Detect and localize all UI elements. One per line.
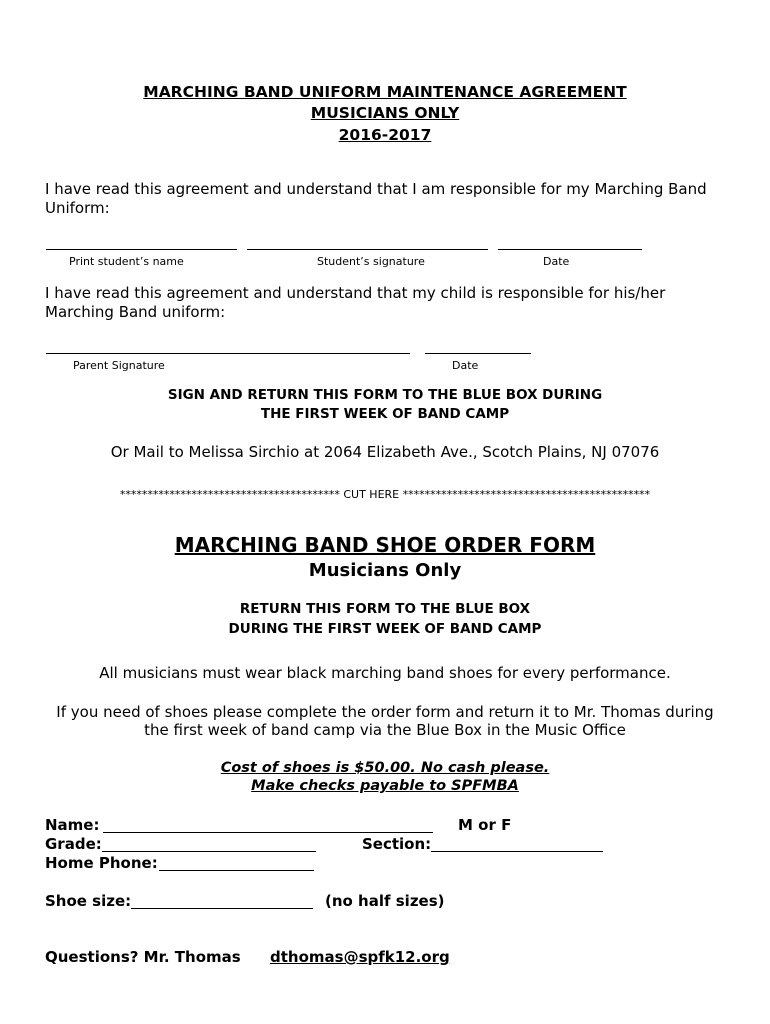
- home-phone-label: Home Phone:: [45, 854, 158, 872]
- contact-email-link[interactable]: dthomas@spfk12.org: [270, 948, 450, 966]
- mail-address-line: Or Mail to Melissa Sirchio at 2064 Elizabeth Ave., Scotch Plains, NJ 07076: [110, 443, 660, 461]
- parent-date-label: Date: [452, 359, 479, 372]
- shoe-instructions-line1: If you need of shoes please complete the order form and return it to Mr. Thomas during: [56, 703, 714, 721]
- shoe-return-line1: RETURN THIS FORM TO THE BLUE BOX: [239, 601, 531, 617]
- student-signature-label: Student’s signature: [317, 255, 425, 268]
- student-date-line[interactable]: [498, 249, 642, 250]
- student-statement-line1: I have read this agreement and understand that I am responsible for my Marching Band: [45, 180, 707, 198]
- half-sizes-note: (no half sizes): [325, 892, 445, 910]
- parent-statement-line1: I have read this agreement and understand that my child is responsible for his/her: [45, 284, 666, 302]
- student-statement-line2: Uniform:: [45, 199, 110, 217]
- shoe-cost-line: Cost of shoes is $50.00. No cash please.: [220, 760, 550, 776]
- shoe-size-label: Shoe size:: [45, 892, 132, 910]
- agreement-title: MARCHING BAND UNIFORM MAINTENANCE AGREEMENT: [143, 83, 627, 101]
- name-field[interactable]: [103, 832, 433, 833]
- questions-label: Questions? Mr. Thomas: [45, 948, 241, 966]
- name-label: Name:: [45, 816, 100, 834]
- agreement-return-line2: THE FIRST WEEK OF BAND CAMP: [260, 406, 510, 422]
- section-label: Section:: [362, 835, 432, 853]
- agreement-year: 2016-2017: [338, 126, 432, 144]
- parent-signature-label: Parent Signature: [73, 359, 165, 372]
- cut-here-line: [0, 488, 770, 501]
- cut-stars-left: ****************************************: [119, 488, 340, 501]
- cut-here-label: CUT HERE: [343, 488, 400, 501]
- shoe-form-subtitle: Musicians Only: [308, 560, 462, 581]
- student-print-name-label: Print student’s name: [69, 255, 184, 268]
- grade-field[interactable]: [102, 851, 316, 852]
- shoe-checks-line: Make checks payable to SPFMBA: [251, 778, 519, 794]
- parent-signature-line[interactable]: [46, 353, 410, 354]
- shoe-requirement-line: All musicians must wear black marching band shoes for every performance.: [99, 664, 671, 682]
- agreement-subtitle: MUSICIANS ONLY: [310, 104, 460, 122]
- student-name-line[interactable]: [46, 249, 237, 250]
- shoe-form-title: MARCHING BAND SHOE ORDER FORM: [174, 533, 596, 557]
- section-field[interactable]: [431, 851, 603, 852]
- student-date-label: Date: [543, 255, 570, 268]
- cut-stars-right: *********************************************: [402, 488, 651, 501]
- student-signature-line[interactable]: [247, 249, 488, 250]
- shoe-return-line2: DURING THE FIRST WEEK OF BAND CAMP: [228, 621, 542, 637]
- shoe-size-field[interactable]: [131, 908, 313, 909]
- gender-options[interactable]: M or F: [458, 816, 512, 834]
- agreement-return-line1: SIGN AND RETURN THIS FORM TO THE BLUE BOX DURING: [167, 387, 603, 403]
- parent-statement-line2: Marching Band uniform:: [45, 303, 226, 321]
- grade-label: Grade:: [45, 835, 102, 853]
- home-phone-field[interactable]: [159, 870, 314, 871]
- parent-date-line[interactable]: [425, 353, 531, 354]
- shoe-instructions-line2: the first week of band camp via the Blue Box in the Music Office: [144, 721, 626, 739]
